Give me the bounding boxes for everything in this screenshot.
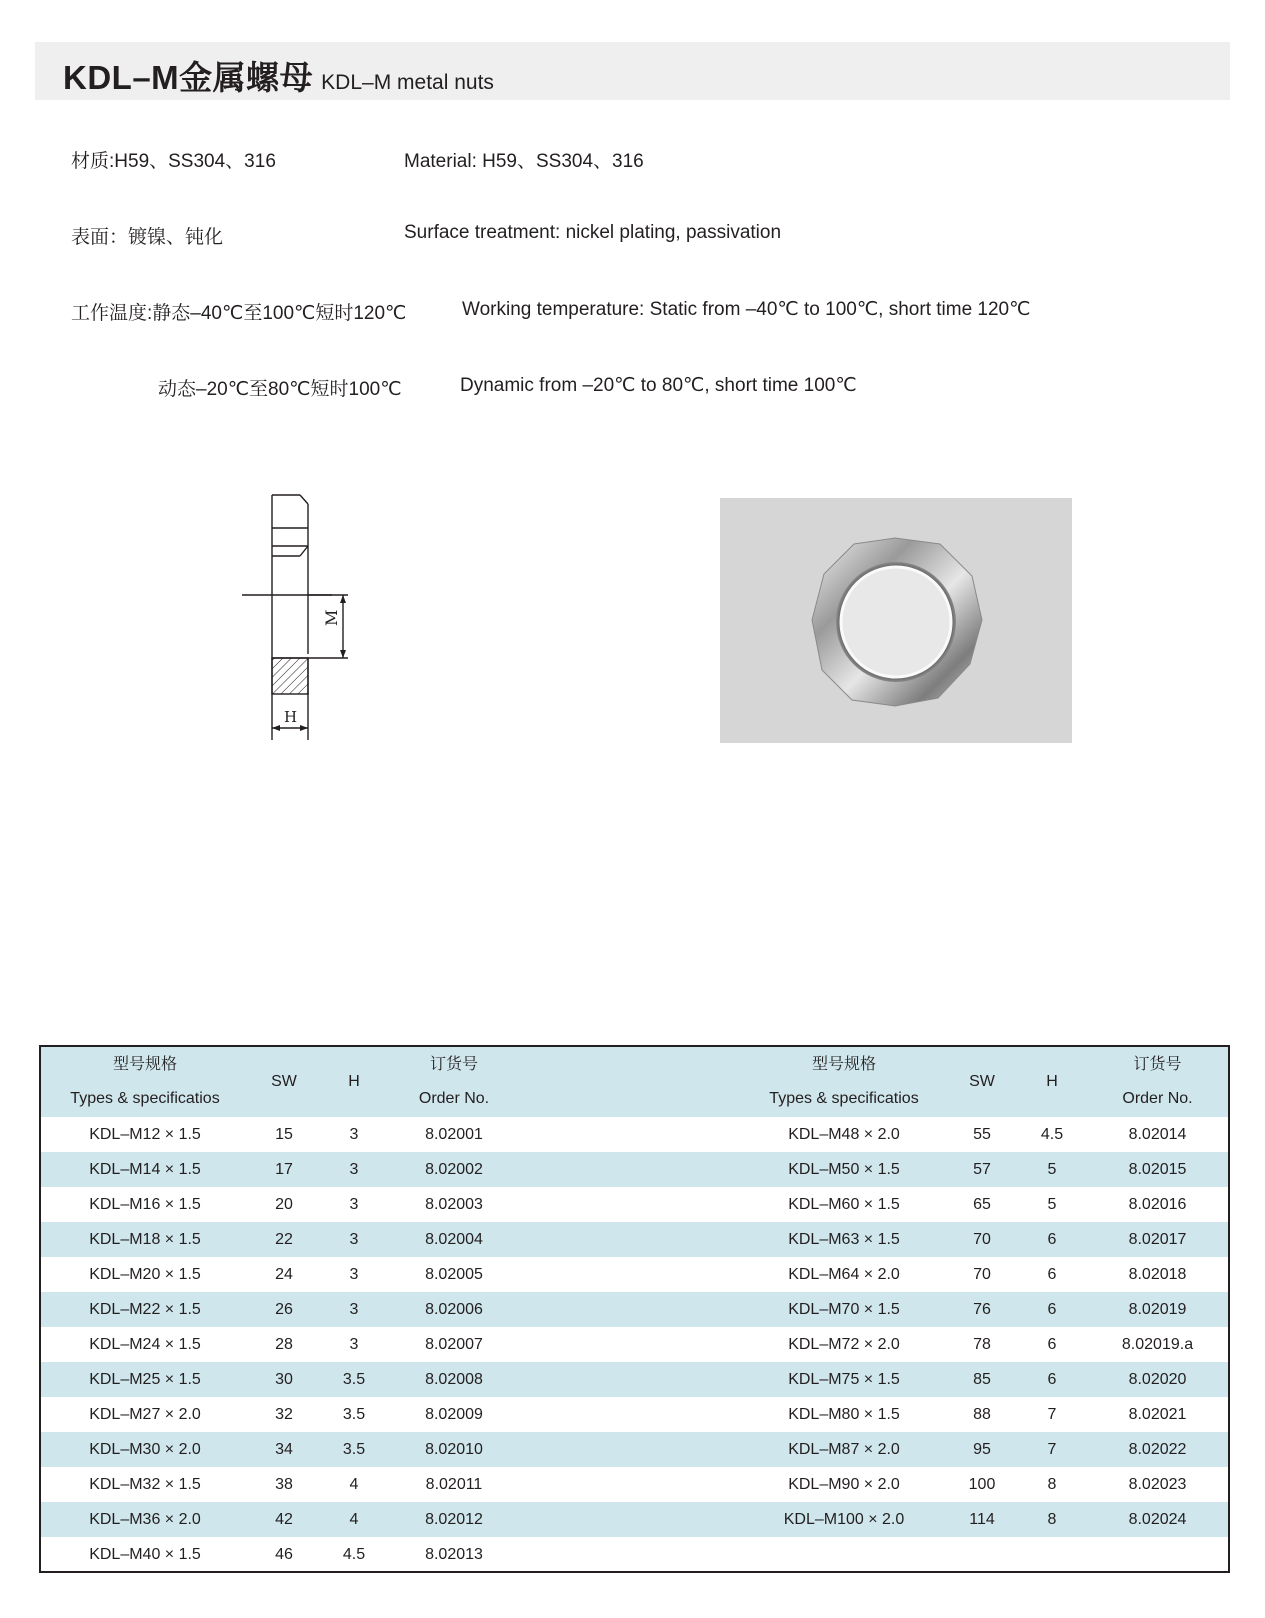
table-cell xyxy=(1017,1537,1087,1572)
table-cell xyxy=(519,1327,741,1362)
table-cell: 85 xyxy=(973,1370,991,1388)
table-cell: KDL–M75 × 1.5 xyxy=(788,1370,900,1388)
table-cell: 32 xyxy=(275,1405,293,1423)
table-cell: 8.02009 xyxy=(425,1405,483,1423)
table-cell: 8.02008 xyxy=(425,1370,483,1388)
table-cell xyxy=(741,1537,947,1572)
table-cell: 3.5 xyxy=(342,1405,366,1423)
table-cell: 8.02006 xyxy=(425,1300,483,1318)
page-title xyxy=(63,52,494,99)
table-cell: 8.02012 xyxy=(425,1510,483,1528)
header-h: H xyxy=(348,1073,360,1090)
table-cell: 8 xyxy=(1047,1510,1057,1528)
table-cell: KDL–M24 × 1.5 xyxy=(89,1335,201,1353)
nut-product-photo xyxy=(720,498,1072,743)
table-cell: 8.02019.a xyxy=(1121,1335,1194,1353)
nut-technical-drawing xyxy=(230,490,370,750)
table-cell: 3 xyxy=(349,1335,359,1353)
table-cell: 8.02015 xyxy=(1128,1160,1187,1178)
table-cell: 88 xyxy=(973,1405,991,1423)
table-cell xyxy=(519,1432,741,1467)
table-cell: 20 xyxy=(275,1195,293,1213)
table-cell: 8.02017 xyxy=(1128,1230,1187,1248)
table-cell: 78 xyxy=(973,1335,991,1353)
table-cell: KDL–M18 × 1.5 xyxy=(89,1230,201,1248)
dimension-label-h: H xyxy=(284,708,298,726)
table-cell: 30 xyxy=(275,1370,293,1388)
table-cell: 17 xyxy=(275,1160,293,1178)
header-sw: SW xyxy=(271,1073,297,1090)
table-cell: 7 xyxy=(1047,1405,1057,1423)
table-cell: 8.02011 xyxy=(425,1475,483,1493)
table-cell: KDL–M40 × 1.5 xyxy=(89,1545,201,1563)
table-row xyxy=(41,1292,1228,1327)
table-cell: 8.02019 xyxy=(1128,1300,1187,1318)
table-cell: 8.02003 xyxy=(425,1195,483,1213)
table-cell: KDL–M70 × 1.5 xyxy=(788,1300,900,1318)
table-cell: 34 xyxy=(275,1440,293,1458)
table-cell: KDL–M32 × 1.5 xyxy=(89,1475,201,1493)
table-cell: 3 xyxy=(349,1300,359,1318)
table-cell: KDL–M80 × 1.5 xyxy=(788,1405,900,1423)
table-row xyxy=(41,1152,1228,1187)
table-cell: 100 xyxy=(968,1475,996,1493)
table-cell: KDL–M27 × 2.0 xyxy=(89,1405,201,1423)
table-row xyxy=(41,1432,1228,1467)
table-cell: 6 xyxy=(1047,1230,1057,1248)
table-cell: 57 xyxy=(973,1160,991,1178)
table-cell: KDL–M20 × 1.5 xyxy=(89,1265,201,1283)
table-cell: 4 xyxy=(349,1475,359,1493)
material-cn: 材质:H59、SS304、316 xyxy=(71,151,276,172)
table-cell: KDL–M25 × 1.5 xyxy=(89,1370,201,1388)
table-cell: 70 xyxy=(973,1230,991,1248)
table-cell: 8.02014 xyxy=(1128,1125,1187,1143)
table-cell xyxy=(1087,1537,1228,1572)
title-bar xyxy=(35,42,1230,100)
table-cell: 42 xyxy=(275,1510,293,1528)
header-order-right: 订货号 Order No. xyxy=(1122,1056,1193,1107)
table-cell: KDL–M50 × 1.5 xyxy=(788,1160,900,1178)
table-cell: 3 xyxy=(349,1265,359,1283)
table-cell: KDL–M36 × 2.0 xyxy=(89,1510,201,1528)
table-cell: 38 xyxy=(275,1475,293,1493)
table-cell xyxy=(519,1187,741,1222)
table-cell: 3 xyxy=(349,1160,359,1178)
table-cell: 95 xyxy=(973,1440,991,1458)
surface-en: Surface treatment: nickel plating, passivation xyxy=(404,222,782,243)
table-cell: 8.02024 xyxy=(1128,1510,1187,1528)
table-cell: KDL–M72 × 2.0 xyxy=(788,1335,900,1353)
table-cell: KDL–M63 × 1.5 xyxy=(788,1230,900,1248)
table-cell: 55 xyxy=(973,1125,991,1143)
table-cell: 5 xyxy=(1047,1160,1057,1178)
temperature-en: Working temperature: Static from –40℃ to 100℃, short time 120℃ xyxy=(462,299,1031,320)
table-cell: 3 xyxy=(349,1125,359,1143)
header-sw-right: SW xyxy=(969,1073,995,1090)
table-row xyxy=(41,1502,1228,1537)
table-cell: 6 xyxy=(1047,1335,1057,1353)
table-cell: 8.02023 xyxy=(1128,1475,1187,1493)
table-cell: KDL–M12 × 1.5 xyxy=(89,1125,201,1143)
table-cell: 4 xyxy=(349,1510,359,1528)
table-row xyxy=(41,1222,1228,1257)
table-cell xyxy=(519,1397,741,1432)
surface-cn: 表面：镀镍、钝化 xyxy=(71,227,224,248)
table-cell: KDL–M30 × 2.0 xyxy=(89,1440,201,1458)
header-type: 型号规格 Types & specificatios xyxy=(70,1056,220,1107)
table-row xyxy=(41,1467,1228,1502)
table-cell: 76 xyxy=(973,1300,991,1318)
table-cell: 8 xyxy=(1047,1475,1057,1493)
table-cell: 8.02016 xyxy=(1128,1195,1187,1213)
table-cell: 8.02022 xyxy=(1128,1440,1187,1458)
table-header-row xyxy=(41,1047,1228,1117)
table-cell xyxy=(519,1222,741,1257)
spec-table xyxy=(41,1047,1228,1572)
table-cell: 70 xyxy=(973,1265,991,1283)
table-cell: 3.5 xyxy=(342,1440,366,1458)
table-cell: 46 xyxy=(275,1545,293,1563)
table-cell: 24 xyxy=(275,1265,293,1283)
title-en: KDL–M metal nuts xyxy=(321,71,494,94)
table-cell: 114 xyxy=(969,1510,995,1528)
table-cell: 8.02002 xyxy=(425,1160,483,1178)
table-cell: 4.5 xyxy=(342,1545,366,1563)
table-cell xyxy=(519,1502,741,1537)
table-row xyxy=(41,1117,1228,1152)
table-cell xyxy=(519,1152,741,1187)
table-row xyxy=(41,1537,1228,1572)
table-cell: KDL–M64 × 2.0 xyxy=(788,1265,900,1283)
table-cell: 28 xyxy=(275,1335,293,1353)
dynamic-temp-en: Dynamic from –20℃ to 80℃, short time 100℃ xyxy=(460,375,857,396)
table-cell xyxy=(519,1362,741,1397)
table-cell: 15 xyxy=(275,1125,293,1143)
table-cell: 22 xyxy=(275,1230,293,1248)
table-cell xyxy=(519,1467,741,1502)
table-row xyxy=(41,1397,1228,1432)
table-cell: 8.02021 xyxy=(1128,1405,1187,1423)
table-cell: 6 xyxy=(1047,1370,1057,1388)
table-cell xyxy=(947,1537,1017,1572)
title-cn: KDL–M金属螺母 xyxy=(63,59,314,96)
table-row xyxy=(41,1187,1228,1222)
table-cell xyxy=(519,1537,741,1572)
table-cell: KDL–M87 × 2.0 xyxy=(788,1440,900,1458)
table-cell: 8.02005 xyxy=(425,1265,483,1283)
table-cell: KDL–M90 × 2.0 xyxy=(788,1475,900,1493)
table-cell xyxy=(519,1292,741,1327)
hatched-section xyxy=(272,658,308,694)
table-cell: 8.02010 xyxy=(425,1440,483,1458)
table-cell: KDL–M100 × 2.0 xyxy=(783,1510,905,1528)
table-cell: 3 xyxy=(349,1230,359,1248)
table-cell xyxy=(519,1117,741,1152)
table-cell: KDL–M60 × 1.5 xyxy=(788,1195,900,1213)
specification-table xyxy=(39,1045,1230,1573)
table-cell: 8.02013 xyxy=(425,1545,483,1563)
table-cell: 65 xyxy=(973,1195,991,1213)
material-en: Material: H59、SS304、316 xyxy=(404,151,644,172)
table-row xyxy=(41,1362,1228,1397)
dimension-label-m: M xyxy=(322,609,341,626)
table-cell: 26 xyxy=(275,1300,293,1318)
table-cell: 8.02004 xyxy=(425,1230,483,1248)
header-gap xyxy=(519,1047,741,1117)
table-cell: 3 xyxy=(349,1195,359,1213)
table-cell: KDL–M16 × 1.5 xyxy=(89,1195,201,1213)
table-cell xyxy=(519,1257,741,1292)
table-cell: KDL–M14 × 1.5 xyxy=(89,1160,201,1178)
table-cell: 8.02018 xyxy=(1128,1265,1187,1283)
table-cell: KDL–M22 × 1.5 xyxy=(89,1300,201,1318)
header-h-right: H xyxy=(1046,1073,1058,1090)
header-order: 订货号 Order No. xyxy=(418,1056,490,1107)
header-type-right: 型号规格 Types & specificatios xyxy=(769,1056,919,1107)
table-cell: 8.02001 xyxy=(425,1125,483,1143)
table-cell: 4.5 xyxy=(1040,1125,1064,1143)
table-cell: 6 xyxy=(1047,1265,1057,1283)
table-cell: KDL–M48 × 2.0 xyxy=(788,1125,900,1143)
table-cell: 5 xyxy=(1047,1195,1057,1213)
temperature-cn: 工作温度:静态–40℃至100℃短时120℃ xyxy=(71,303,407,324)
table-cell: 3.5 xyxy=(342,1370,366,1388)
table-cell: 8.02020 xyxy=(1128,1370,1187,1388)
table-cell: 8.02007 xyxy=(425,1335,483,1353)
dynamic-temp-cn: 动态–20℃至80℃短时100℃ xyxy=(158,379,402,400)
table-cell: 7 xyxy=(1047,1440,1057,1458)
table-row xyxy=(41,1257,1228,1292)
table-row xyxy=(41,1327,1228,1362)
table-cell: 6 xyxy=(1047,1300,1057,1318)
